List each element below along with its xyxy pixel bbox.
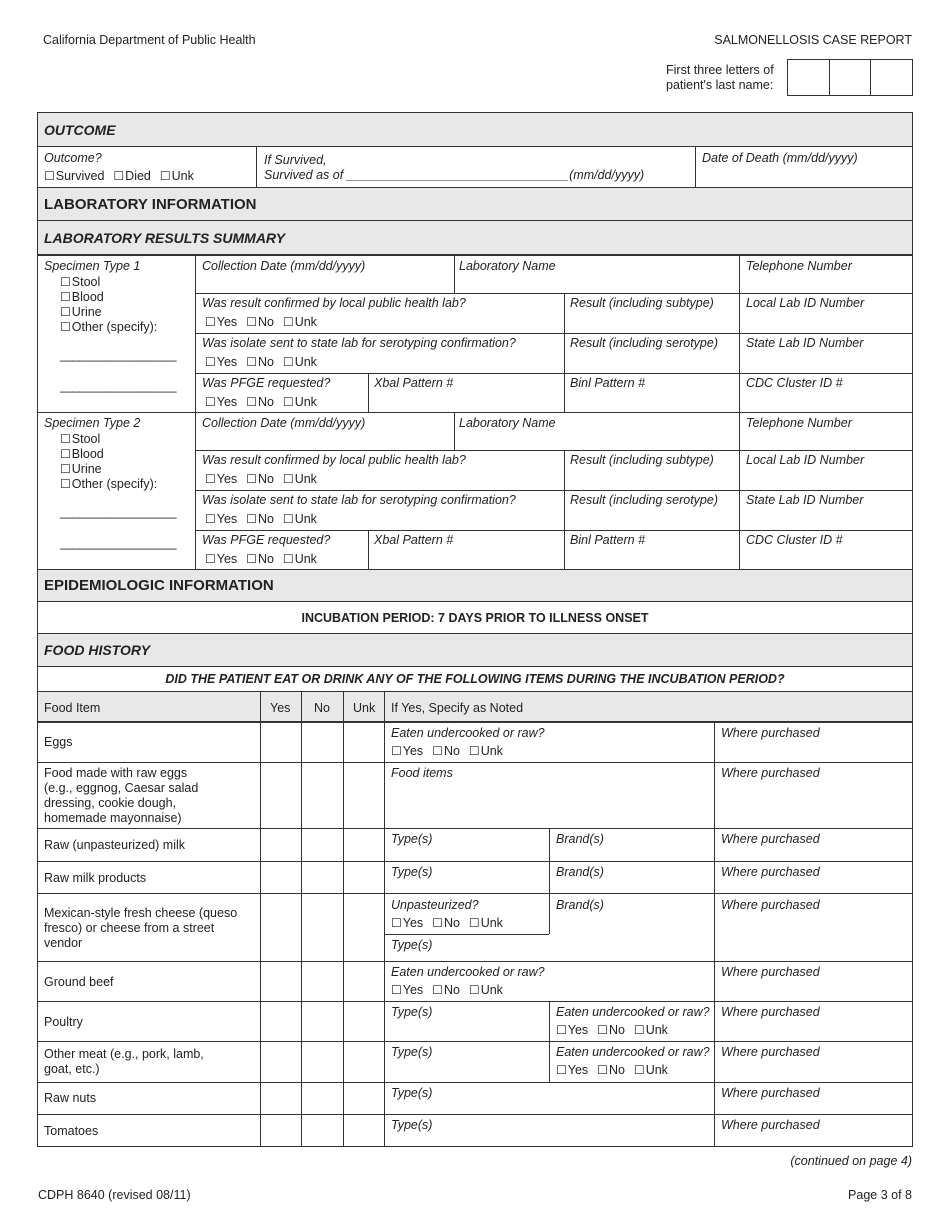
specimen-1-laboratory-name[interactable]: Laboratory Name <box>459 259 556 273</box>
specimen-1-collection-date[interactable]: Collection Date (mm/dd/yyyy) <box>202 259 366 273</box>
raw-milk-products-types[interactable]: Type(s) <box>391 865 433 879</box>
specimen-1-confirmed-options <box>205 315 326 330</box>
specimen-1-title: Specimen Type 1 <box>44 259 141 273</box>
specimen-1-pfge-options <box>205 395 326 410</box>
other-meat-undercooked-no-checkbox[interactable]: ☐ No <box>597 1063 625 1077</box>
raw-nuts-types[interactable]: Type(s) <box>391 1086 433 1100</box>
section-food-history: FOOD HISTORY <box>38 634 912 667</box>
cheese-unpasteurized-label: Unpasteurized? <box>391 898 479 912</box>
cheese-where-purchased[interactable]: Where purchased <box>721 898 820 912</box>
specimen-1-pfge-no-checkbox[interactable]: ☐ No <box>246 395 274 409</box>
specimen-2-binl-pattern[interactable]: Binl Pattern # <box>570 533 646 547</box>
raw-milk-products-brands[interactable]: Brand(s) <box>556 865 604 879</box>
section-laboratory: LABORATORY INFORMATION <box>38 188 912 221</box>
specimen-2-xbal-pattern[interactable]: Xbal Pattern # <box>374 533 454 547</box>
eggs-where-purchased[interactable]: Where purchased <box>721 726 820 740</box>
specimen-1-other-line-1[interactable]: __________________ <box>60 348 177 362</box>
food-row-other-meat: Other meat (e.g., pork, lamb, goat, etc.) <box>44 1047 204 1076</box>
specimen-1-result-subtype[interactable]: Result (including subtype) <box>570 296 714 310</box>
specimen-2-pfge-options <box>205 552 326 567</box>
raw-eggs-food-items[interactable]: Food items <box>391 766 453 780</box>
raw-milk-brands[interactable]: Brand(s) <box>556 832 604 846</box>
beef-undercooked-no-checkbox[interactable]: ☐ No <box>432 983 460 997</box>
report-title: SALMONELLOSIS CASE REPORT <box>714 33 912 47</box>
continued-note: (continued on page 4) <box>790 1154 912 1168</box>
specimen-1-other-line-2[interactable]: __________________ <box>60 379 177 393</box>
specimen-1-result-serotype[interactable]: Result (including serotype) <box>570 336 718 350</box>
specimen-1-type-option[interactable]: ☐ Stool <box>60 275 157 290</box>
section-outcome: OUTCOME <box>38 113 912 147</box>
specimen-2-isolate-question: Was isolate sent to state lab for serotyping confirmation? <box>202 493 516 507</box>
specimen-1-confirmed-no-checkbox[interactable]: ☐ No <box>246 315 274 329</box>
survived-as-of-field[interactable]: Survived as of ________________________________(mm/dd/yyyy) <box>264 168 645 182</box>
specimen-2-confirmed-unk-checkbox[interactable]: ☐ Unk <box>283 472 317 486</box>
date-of-death-field[interactable]: Date of Death (mm/dd/yyyy) <box>702 151 858 165</box>
outcome-options <box>44 169 203 184</box>
food-row-tomatoes: Tomatoes <box>44 1124 99 1138</box>
beef-undercooked-options <box>391 983 512 998</box>
raw-milk-where-purchased[interactable]: Where purchased <box>721 832 820 846</box>
specimen-2-local-lab-id[interactable]: Local Lab ID Number <box>746 453 865 467</box>
specimen-1-type-option[interactable]: ☐ Blood <box>60 290 157 305</box>
outcome-survived-checkbox[interactable]: ☐ Survived <box>44 169 104 183</box>
agency-name: California Department of Public Health <box>43 33 256 47</box>
specimen-2-pfge-no-checkbox[interactable]: ☐ No <box>246 552 274 566</box>
specimen-2-type-option[interactable]: ☐ Blood <box>60 447 157 462</box>
specimen-1-isolate-no-checkbox[interactable]: ☐ No <box>246 355 274 369</box>
raw-milk-products-where-purchased[interactable]: Where purchased <box>721 865 820 879</box>
eggs-undercooked-unk-checkbox[interactable]: ☐ Unk <box>469 744 503 758</box>
specimen-1-pfge-yes-checkbox[interactable]: ☐ Yes <box>205 395 237 409</box>
food-row-poultry: Poultry <box>44 1015 83 1029</box>
specimen-2-result-subtype[interactable]: Result (including subtype) <box>570 453 714 467</box>
other-meat-undercooked-unk-checkbox[interactable]: ☐ Unk <box>634 1063 668 1077</box>
col-no: No <box>314 701 330 715</box>
specimen-2-telephone[interactable]: Telephone Number <box>746 416 852 430</box>
raw-eggs-where-purchased[interactable]: Where purchased <box>721 766 820 780</box>
specimen-2-pfge-question: Was PFGE requested? <box>202 533 331 547</box>
poultry-undercooked-options <box>556 1023 677 1038</box>
food-row-eggs: Eggs <box>44 735 73 749</box>
cheese-unpasteurized-yes-checkbox[interactable]: ☐ Yes <box>391 916 423 930</box>
specimen-2-confirmed-question: Was result confirmed by local public health lab? <box>202 453 466 467</box>
beef-undercooked-label: Eaten undercooked or raw? <box>391 965 545 979</box>
initial-box-2[interactable] <box>830 60 872 95</box>
specimen-2-isolate-unk-checkbox[interactable]: ☐ Unk <box>283 512 317 526</box>
col-unk: Unk <box>353 701 376 715</box>
specimen-2-type-options <box>60 432 157 492</box>
tomatoes-where-purchased[interactable]: Where purchased <box>721 1118 820 1132</box>
cheese-types[interactable]: Type(s) <box>391 938 433 952</box>
food-row-raw-milk-products: Raw milk products <box>44 871 147 885</box>
food-row-raw-nuts: Raw nuts <box>44 1091 97 1105</box>
specimen-2-laboratory-name[interactable]: Laboratory Name <box>459 416 556 430</box>
raw-milk-types[interactable]: Type(s) <box>391 832 433 846</box>
specimen-2-cdc-cluster[interactable]: CDC Cluster ID # <box>746 533 843 547</box>
section-epidemiologic: EPIDEMIOLOGIC INFORMATION <box>38 569 912 602</box>
specimen-2-type-option[interactable]: ☐ Urine <box>60 462 157 477</box>
food-row-raw-milk: Raw (unpasteurized) milk <box>44 838 186 852</box>
outcome-died-checkbox[interactable]: ☐ Died <box>113 169 150 183</box>
specimen-1-pfge-unk-checkbox[interactable]: ☐ Unk <box>283 395 317 409</box>
specimen-1-confirmed-question: Was result confirmed by local public health lab? <box>202 296 466 310</box>
initial-box-3[interactable] <box>871 60 912 95</box>
other-meat-types[interactable]: Type(s) <box>391 1045 433 1059</box>
form-id: CDPH 8640 (revised 08/11) <box>38 1188 191 1202</box>
eggs-undercooked-options <box>391 744 512 759</box>
specimen-1-isolate-options <box>205 355 326 370</box>
food-row-mexican-cheese: Mexican-style fresh cheese (queso fresco) or cheese from a street vendor <box>44 906 238 950</box>
beef-where-purchased[interactable]: Where purchased <box>721 965 820 979</box>
poultry-undercooked-no-checkbox[interactable]: ☐ No <box>597 1023 625 1037</box>
specimen-1-xbal-pattern[interactable]: Xbal Pattern # <box>374 376 454 390</box>
poultry-undercooked-unk-checkbox[interactable]: ☐ Unk <box>634 1023 668 1037</box>
initials-label: First three letters of patient's last name: <box>666 63 774 92</box>
specimen-1-pfge-question: Was PFGE requested? <box>202 376 331 390</box>
specimen-2-collection-date[interactable]: Collection Date (mm/dd/yyyy) <box>202 416 366 430</box>
specimen-2-isolate-no-checkbox[interactable]: ☐ No <box>246 512 274 526</box>
poultry-undercooked-yes-checkbox[interactable]: ☐ Yes <box>556 1023 588 1037</box>
outcome-label: Outcome? <box>44 151 102 165</box>
cheese-brands[interactable]: Brand(s) <box>556 898 604 912</box>
food-row-ground-beef: Ground beef <box>44 975 114 989</box>
if-survived-label: If Survived, <box>264 153 327 167</box>
specimen-2-pfge-unk-checkbox[interactable]: ☐ Unk <box>283 552 317 566</box>
specimen-2-state-lab-id[interactable]: State Lab ID Number <box>746 493 864 507</box>
outcome-unk-checkbox[interactable]: ☐ Unk <box>160 169 194 183</box>
cheese-unpasteurized-options <box>391 916 512 931</box>
food-row-raw-eggs: Food made with raw eggs (e.g., eggnog, Caesar salad dressing, cookie dough, homemade mayonnaise) <box>44 766 199 825</box>
specimen-1-isolate-question: Was isolate sent to state lab for serotyping confirmation? <box>202 336 516 350</box>
cheese-unpasteurized-no-checkbox[interactable]: ☐ No <box>432 916 460 930</box>
specimen-2-result-serotype[interactable]: Result (including serotype) <box>570 493 718 507</box>
specimen-1-type-option[interactable]: ☐ Urine <box>60 305 157 320</box>
specimen-1-type-options <box>60 275 157 335</box>
specimen-2-type-option[interactable]: ☐ Other (specify): <box>60 477 157 492</box>
specimen-1-telephone[interactable]: Telephone Number <box>746 259 852 273</box>
poultry-undercooked-label: Eaten undercooked or raw? <box>556 1005 710 1019</box>
tomatoes-types[interactable]: Type(s) <box>391 1118 433 1132</box>
other-meat-undercooked-yes-checkbox[interactable]: ☐ Yes <box>556 1063 588 1077</box>
col-specify: If Yes, Specify as Noted <box>391 701 524 715</box>
specimen-2-title: Specimen Type 2 <box>44 416 141 430</box>
other-meat-undercooked-options <box>556 1063 677 1078</box>
specimen-1-cdc-cluster[interactable]: CDC Cluster ID # <box>746 376 843 390</box>
other-meat-undercooked-label: Eaten undercooked or raw? <box>556 1045 710 1059</box>
eggs-undercooked-yes-checkbox[interactable]: ☐ Yes <box>391 744 423 758</box>
specimen-1-isolate-unk-checkbox[interactable]: ☐ Unk <box>283 355 317 369</box>
specimen-1-confirmed-yes-checkbox[interactable]: ☐ Yes <box>205 315 237 329</box>
specimen-2-confirmed-options <box>205 472 326 487</box>
specimen-2-isolate-options <box>205 512 326 527</box>
col-yes: Yes <box>270 701 291 715</box>
specimen-2-other-line-1[interactable]: __________________ <box>60 505 177 519</box>
beef-undercooked-unk-checkbox[interactable]: ☐ Unk <box>469 983 503 997</box>
poultry-types[interactable]: Type(s) <box>391 1005 433 1019</box>
specimen-1-state-lab-id[interactable]: State Lab ID Number <box>746 336 864 350</box>
specimen-2-type-option[interactable]: ☐ Stool <box>60 432 157 447</box>
page-number: Page 3 of 8 <box>848 1188 912 1202</box>
section-lab-summary: LABORATORY RESULTS SUMMARY <box>38 221 912 255</box>
eggs-undercooked-label: Eaten undercooked or raw? <box>391 726 545 740</box>
specimen-2-other-line-2[interactable]: __________________ <box>60 536 177 550</box>
incubation-period: INCUBATION PERIOD: 7 DAYS PRIOR TO ILLNESS ONSET <box>38 602 912 634</box>
initials-input-boxes[interactable] <box>787 59 913 96</box>
specimen-2-pfge-yes-checkbox[interactable]: ☐ Yes <box>205 552 237 566</box>
col-food-item: Food Item <box>44 701 101 715</box>
specimen-2-confirmed-yes-checkbox[interactable]: ☐ Yes <box>205 472 237 486</box>
specimen-2-confirmed-no-checkbox[interactable]: ☐ No <box>246 472 274 486</box>
other-meat-where-purchased[interactable]: Where purchased <box>721 1045 820 1059</box>
poultry-where-purchased[interactable]: Where purchased <box>721 1005 820 1019</box>
specimen-1-type-option[interactable]: ☐ Other (specify): <box>60 320 157 335</box>
specimen-1-confirmed-unk-checkbox[interactable]: ☐ Unk <box>283 315 317 329</box>
specimen-1-local-lab-id[interactable]: Local Lab ID Number <box>746 296 865 310</box>
cheese-unpasteurized-unk-checkbox[interactable]: ☐ Unk <box>469 916 503 930</box>
form-frame <box>37 112 913 1147</box>
food-question: DID THE PATIENT EAT OR DRINK ANY OF THE FOLLOWING ITEMS DURING THE INCUBATION PERIOD? <box>38 667 912 692</box>
initial-box-1[interactable] <box>788 60 830 95</box>
eggs-undercooked-no-checkbox[interactable]: ☐ No <box>432 744 460 758</box>
specimen-1-binl-pattern[interactable]: Binl Pattern # <box>570 376 646 390</box>
specimen-1-isolate-yes-checkbox[interactable]: ☐ Yes <box>205 355 237 369</box>
beef-undercooked-yes-checkbox[interactable]: ☐ Yes <box>391 983 423 997</box>
specimen-2-isolate-yes-checkbox[interactable]: ☐ Yes <box>205 512 237 526</box>
raw-nuts-where-purchased[interactable]: Where purchased <box>721 1086 820 1100</box>
